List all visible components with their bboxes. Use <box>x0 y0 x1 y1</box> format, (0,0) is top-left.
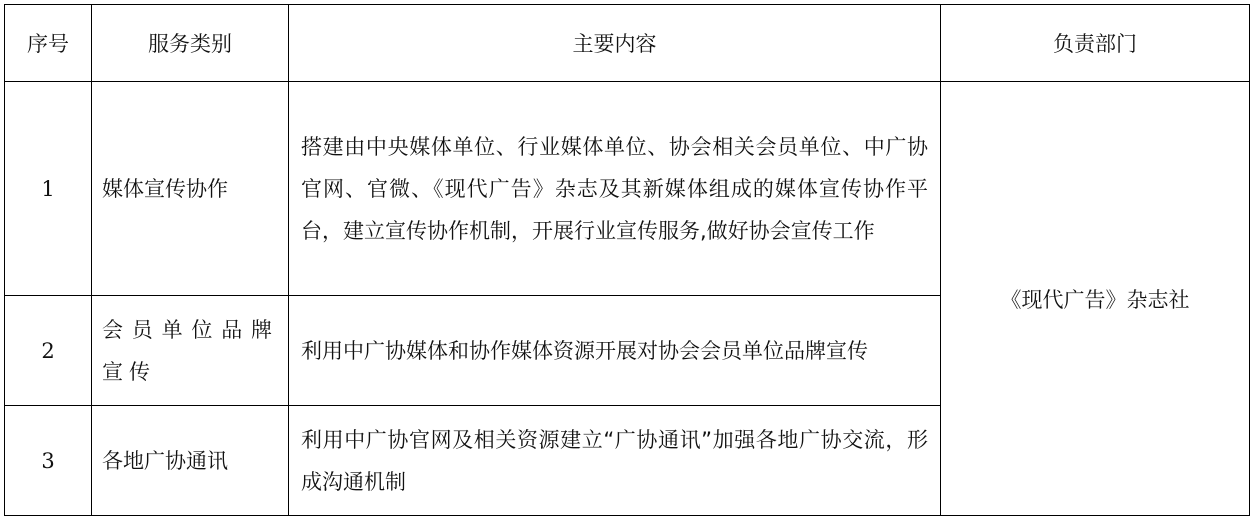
row-category: 媒体宣传协作 <box>92 82 289 296</box>
row-index: 1 <box>5 82 92 296</box>
row-category: 各地广协通讯 <box>92 406 289 516</box>
row-index: 3 <box>5 406 92 516</box>
row-category: 会员单位品牌宣传 <box>92 296 289 406</box>
header-content: 主要内容 <box>289 5 941 82</box>
header-index: 序号 <box>5 5 92 82</box>
row-index: 2 <box>5 296 92 406</box>
row-content: 搭建由中央媒体单位、行业媒体单位、协会相关会员单位、中广协官网、官微、《现代广告》杂志及其新媒体组成的媒体宣传协作平台，建立宣传协作机制，开展行业宣传服务,做好协会宣传工作 <box>289 82 941 296</box>
table-row <box>5 82 1250 296</box>
department-cell: 《现代广告》杂志社 <box>941 82 1250 516</box>
header-department: 负责部门 <box>941 5 1250 82</box>
row-content: 利用中广协媒体和协作媒体资源开展对协会会员单位品牌宣传 <box>289 296 941 406</box>
row-content: 利用中广协官网及相关资源建立“广协通讯”加强各地广协交流，形成沟通机制 <box>289 406 941 516</box>
services-table <box>4 4 1250 516</box>
header-category: 服务类别 <box>92 5 289 82</box>
header-row <box>5 5 1250 82</box>
